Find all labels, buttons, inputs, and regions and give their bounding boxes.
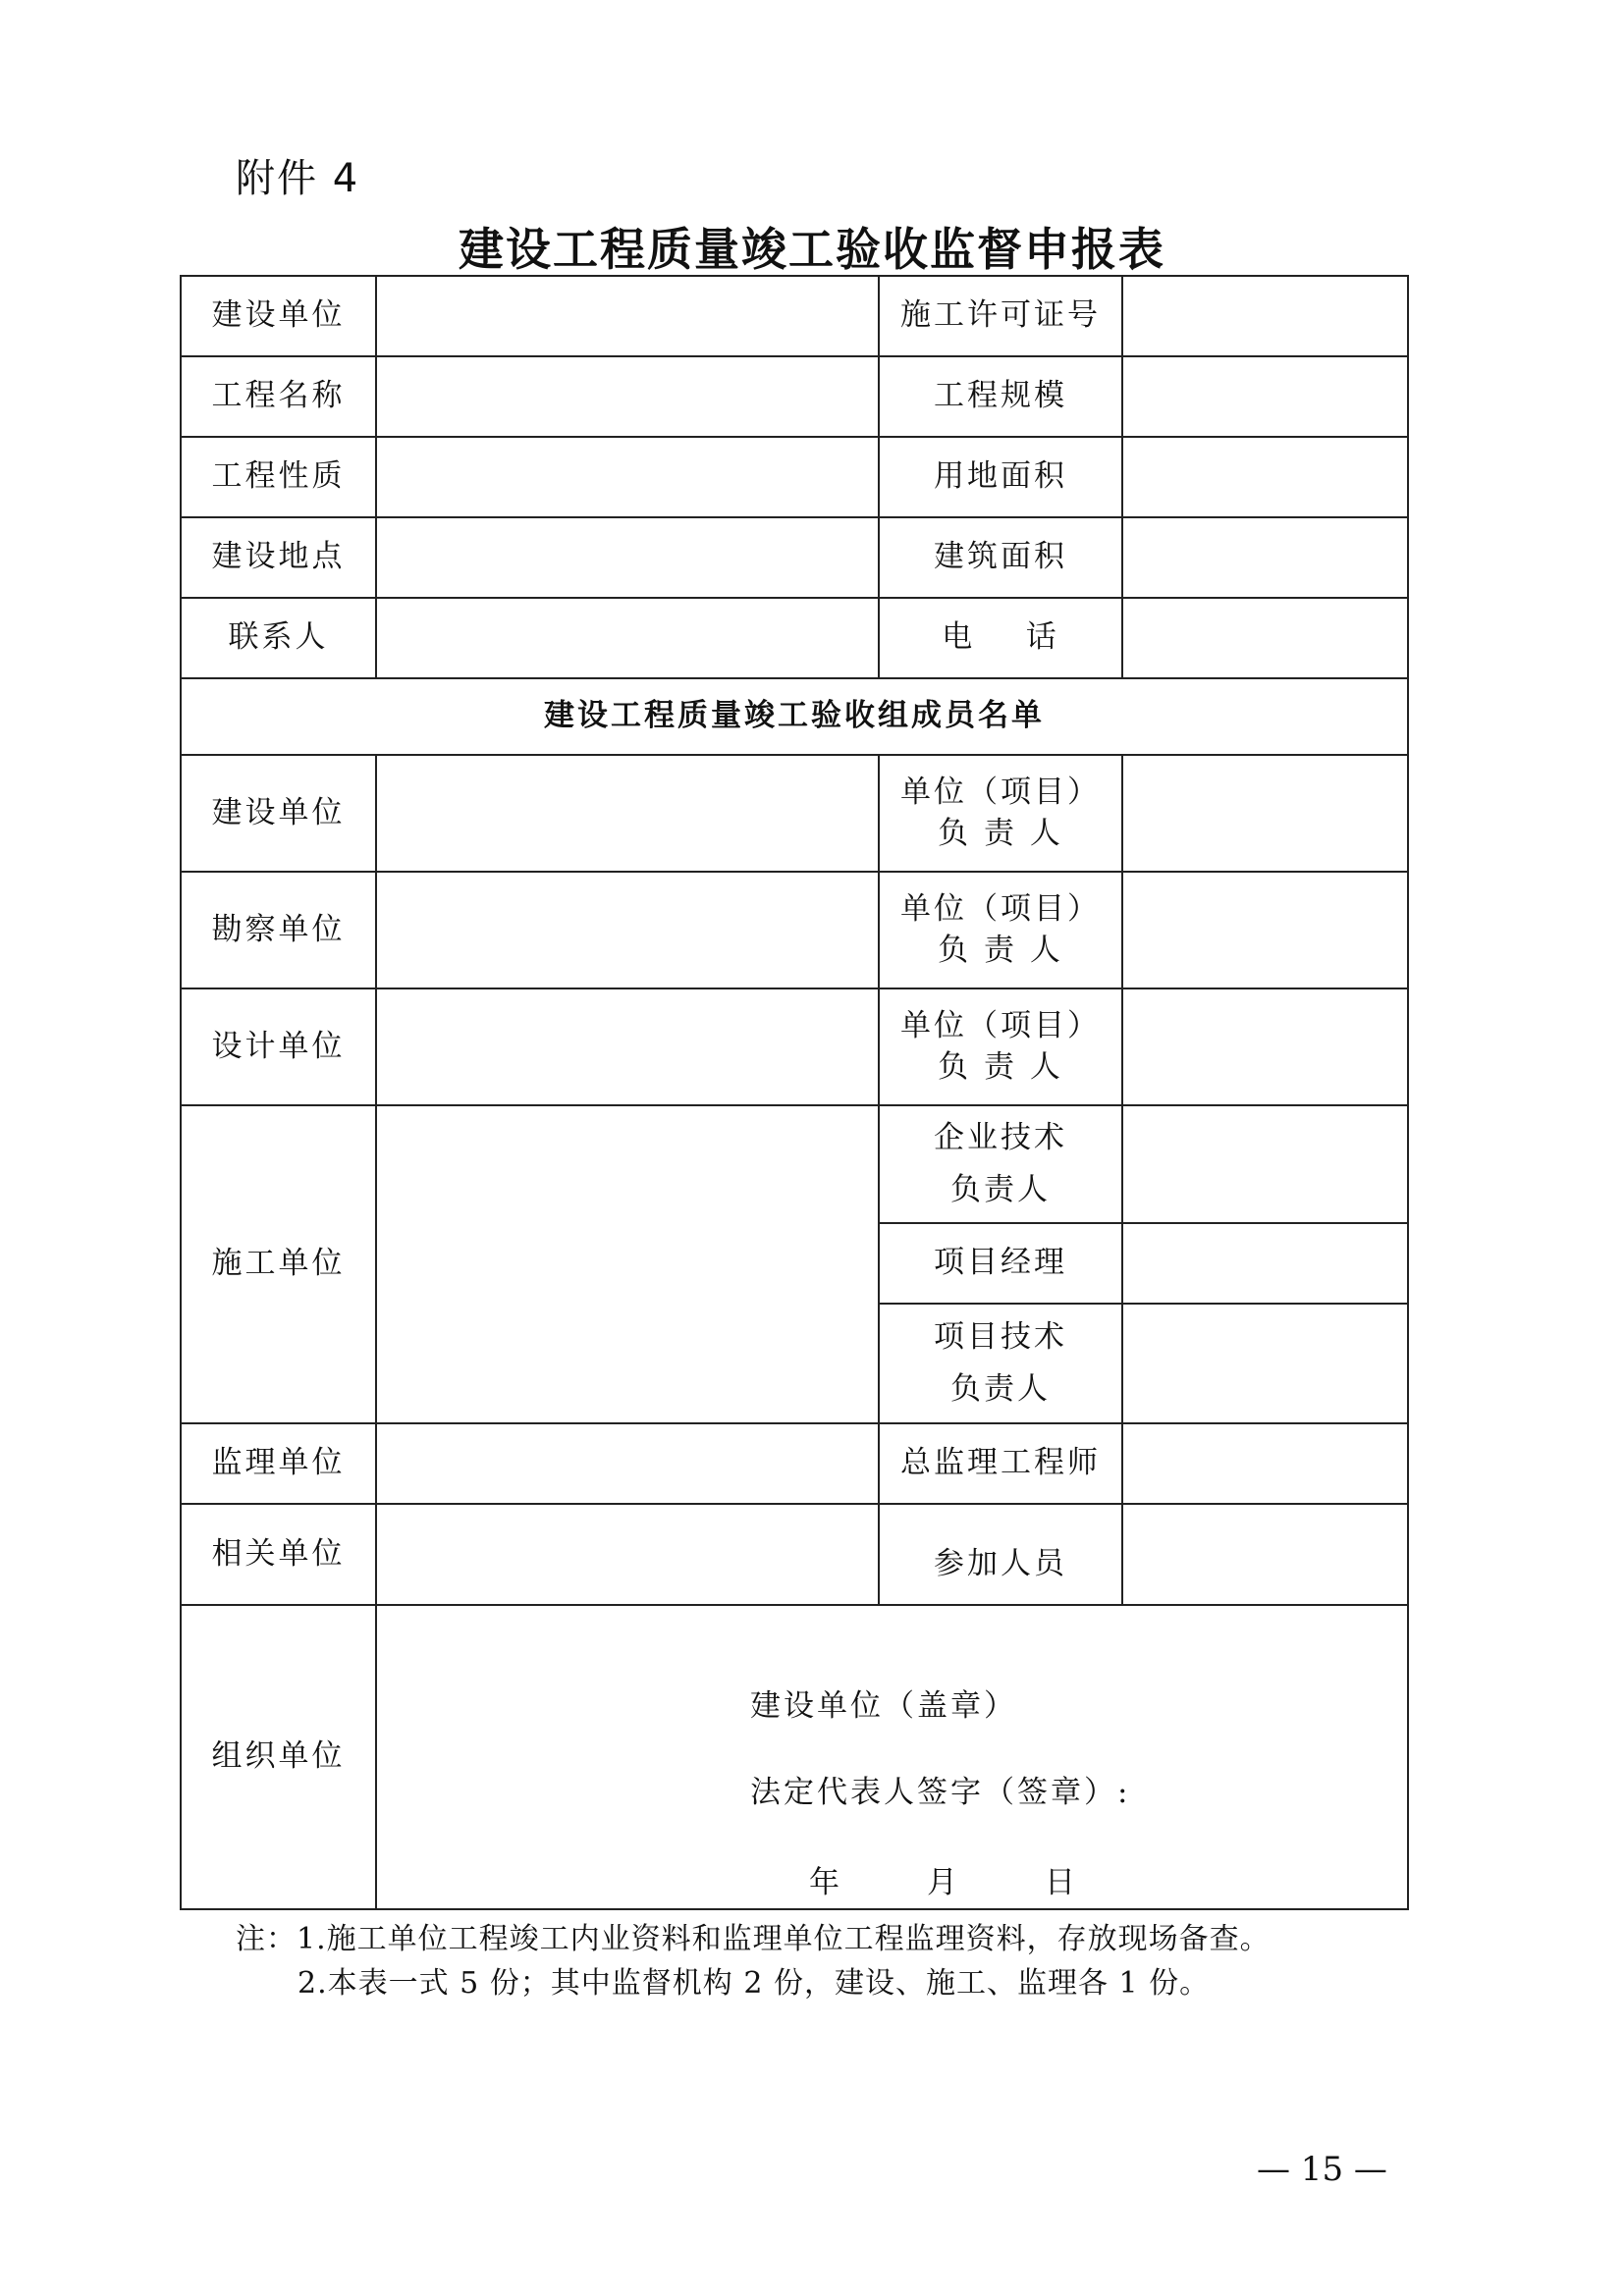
table-row [181, 517, 1408, 598]
report-form-table [180, 275, 1409, 1910]
form-title: 建设工程质量竣工验收监督申报表 [459, 223, 1165, 276]
page-number: — 15 — [1257, 2150, 1387, 2189]
row-label: 施工单位 [181, 1105, 376, 1423]
label-line: 负 责 人 [938, 1048, 1063, 1085]
table-row [181, 1605, 1408, 1909]
row-label: 建设地点 [181, 517, 376, 598]
row-label: 用地面积 [879, 437, 1122, 517]
project-scale-field[interactable] [1122, 356, 1408, 437]
project-name-field[interactable] [376, 356, 879, 437]
row-label [879, 755, 1122, 872]
label-line: 负 责 人 [938, 815, 1063, 851]
row-label: 工程名称 [181, 356, 376, 437]
participants-field[interactable] [1122, 1504, 1408, 1605]
building-area-field[interactable] [1122, 517, 1408, 598]
row-label: 建设单位 [181, 276, 376, 356]
attachment-label: 附件 4 [236, 156, 360, 201]
construction-unit-field[interactable] [376, 276, 879, 356]
phone-field[interactable] [1122, 598, 1408, 678]
row-label: 勘察单位 [181, 872, 376, 988]
row-label: 总监理工程师 [879, 1423, 1122, 1504]
row-label: 相关单位 [181, 1504, 376, 1605]
row-label: 组织单位 [181, 1605, 376, 1909]
design-unit-field[interactable] [376, 988, 879, 1105]
label-line: 单位（项目） [900, 890, 1101, 927]
supervision-unit-field[interactable] [376, 1423, 879, 1504]
table-row [181, 1105, 1408, 1223]
enterprise-tech-leader-field[interactable] [1122, 1105, 1408, 1223]
chief-supervisor-field[interactable] [1122, 1423, 1408, 1504]
table-row [181, 1423, 1408, 1504]
construction-unit-leader-field[interactable] [1122, 755, 1408, 872]
design-unit-leader-field[interactable] [1122, 988, 1408, 1105]
row-label: 监理单位 [181, 1423, 376, 1504]
table-row [181, 437, 1408, 517]
table-row [181, 988, 1408, 1105]
member-construction-unit-field[interactable] [376, 755, 879, 872]
row-label: 建设单位 [181, 755, 376, 872]
project-nature-field[interactable] [376, 437, 879, 517]
label-line: 企业技术 [934, 1120, 1067, 1156]
permit-number-field[interactable] [1122, 276, 1408, 356]
label-line: 负责人 [950, 1172, 1051, 1207]
section-header-row [181, 678, 1408, 755]
table-row [181, 356, 1408, 437]
label-line: 单位（项目） [900, 774, 1101, 810]
row-label [879, 988, 1122, 1105]
project-tech-leader-field[interactable] [1122, 1304, 1408, 1423]
contact-person-field[interactable] [376, 598, 879, 678]
signature-line: 法定代表人签字（签章）: [750, 1775, 1131, 1810]
contractor-unit-field[interactable] [376, 1105, 879, 1423]
table-row [181, 598, 1408, 678]
table-row [181, 872, 1408, 988]
survey-unit-field[interactable] [376, 872, 879, 988]
row-label [879, 1105, 1122, 1223]
note-2: 2.本表一式 5 份；其中监督机构 2 份，建设、施工、监理各 1 份。 [298, 1966, 1211, 2001]
label-line: 负责人 [950, 1371, 1051, 1407]
row-label [879, 872, 1122, 988]
row-label [879, 1304, 1122, 1423]
date-day: 日 [1045, 1865, 1078, 1900]
label-line: 项目技术 [934, 1319, 1067, 1356]
row-label: 建筑面积 [879, 517, 1122, 598]
label-line: 负 责 人 [938, 932, 1063, 968]
organizer-signature-area[interactable] [376, 1605, 1408, 1909]
label-line: 单位（项目） [900, 1007, 1101, 1043]
row-label: 联系人 [181, 598, 376, 678]
row-label: 设计单位 [181, 988, 376, 1105]
row-label: 工程规模 [879, 356, 1122, 437]
row-label: 参加人员 [879, 1504, 1122, 1605]
date-year: 年 [809, 1865, 842, 1900]
note-1: 注：1.施工单位工程竣工内业资料和监理单位工程监理资料，存放现场备查。 [236, 1922, 1271, 1956]
survey-unit-leader-field[interactable] [1122, 872, 1408, 988]
row-label: 施工许可证号 [879, 276, 1122, 356]
table-row [181, 276, 1408, 356]
members-section-title: 建设工程质量竣工验收组成员名单 [181, 678, 1408, 755]
project-manager-field[interactable] [1122, 1223, 1408, 1304]
construction-site-field[interactable] [376, 517, 879, 598]
row-label: 电 话 [879, 598, 1122, 678]
row-label: 工程性质 [181, 437, 376, 517]
date-month: 月 [927, 1865, 960, 1900]
table-row [181, 1504, 1408, 1605]
related-unit-field[interactable] [376, 1504, 879, 1605]
land-area-field[interactable] [1122, 437, 1408, 517]
row-label: 项目经理 [879, 1223, 1122, 1304]
table-row [181, 755, 1408, 872]
seal-line: 建设单位（盖章） [750, 1688, 1017, 1724]
